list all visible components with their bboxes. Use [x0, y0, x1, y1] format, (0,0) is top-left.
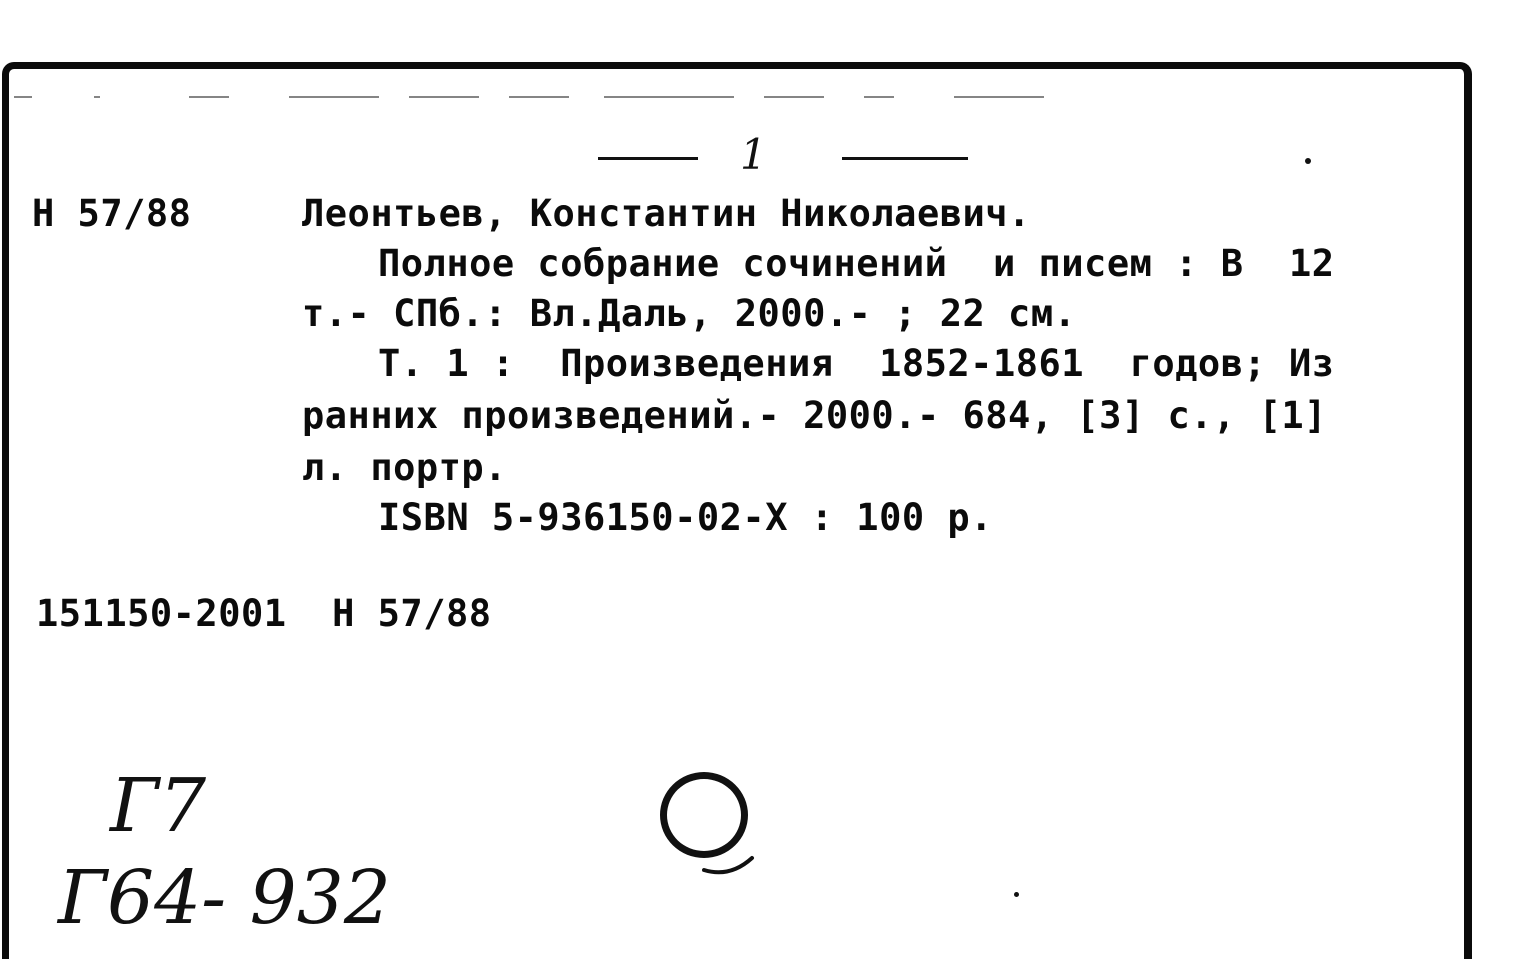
- volume-description-line-3: л. портр.: [302, 446, 507, 489]
- ink-dot: [1014, 892, 1019, 897]
- card-sequence-header: [590, 130, 980, 180]
- header-rule-left: [598, 157, 698, 160]
- volume-description-line-2: ранних произведений.- 2000.- 684, [3] с., [1]: [302, 394, 1327, 437]
- title-statement-line-2: т.- СПб.: Вл.Даль, 2000.- ; 22 см.: [302, 292, 1077, 335]
- scan-noise-line: [14, 95, 1074, 99]
- ink-dot: [1305, 158, 1311, 164]
- inventory-number: 151150-2001 Н 57/88: [36, 592, 492, 635]
- shelf-mark: Н 57/88: [32, 192, 192, 235]
- isbn-price: ISBN 5-936150-02-X : 100 р.: [378, 496, 993, 539]
- handwritten-note-line-1: Г7: [110, 763, 207, 849]
- stamp-circle-tail: [700, 850, 760, 880]
- handwritten-note-line-2: Г64- 932: [58, 855, 391, 941]
- card-sequence-number: 1: [740, 130, 767, 179]
- volume-description-line-1: Т. 1 : Произведения 1852-1861 годов; Из: [378, 342, 1335, 385]
- header-rule-right: [842, 157, 968, 160]
- author-heading: Леонтьев, Константин Николаевич.: [302, 192, 1031, 235]
- stamp-circle: [660, 772, 748, 858]
- title-statement-line-1: Полное собрание сочинений и писем : В 12: [378, 242, 1335, 285]
